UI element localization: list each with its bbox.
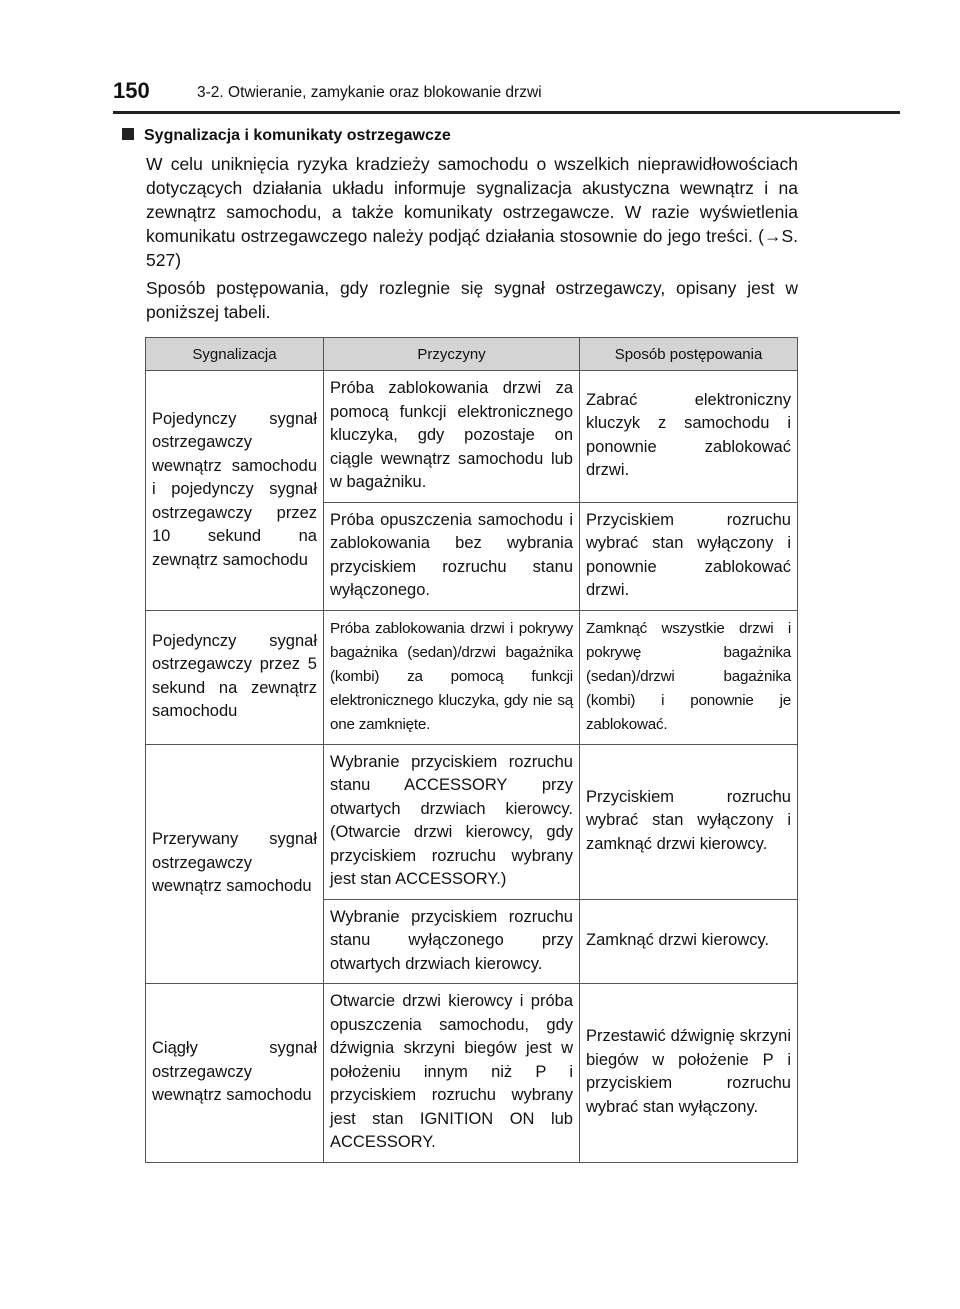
action-cell: Zabrać elektroniczny kluczyk z samochodu i ponownie zablokować drzwi. <box>580 371 798 503</box>
intro-paragraph: W celu uniknięcia ryzyka kradzieży samochodu o wszelkich nieprawidłowościach dotyczących działania układu informuje sygnalizacja akustyczna wewnątrz i na zewnątrz samochodu, a także komunikaty ostrzegawcze. W razie wyświetlenia komunikatu ostrzegawczego należy podjąć działania stosownie do jego treści. (→S. 527) <box>146 154 798 270</box>
action-cell: Zamknąć drzwi kierowcy. <box>580 899 798 984</box>
cause-cell: Otwarcie drzwi kierowcy i próba opuszczenia samochodu, gdy dźwignia skrzyni biegów jest w położeniu innym niż P i przyciskiem rozruchu wybrany jest stan IGNITION ON lub ACCESSORY. <box>324 984 580 1163</box>
cause-cell: Wybranie przyciskiem rozruchu stanu wyłączonego przy otwartych drzwiach kierowcy. <box>324 899 580 984</box>
action-cell: Przestawić dźwignię skrzyni biegów w położenie P i przyciskiem rozruchu wybrać stan wyłączony. <box>580 984 798 1163</box>
section-title: Sygnalizacja i komunikaty ostrzegawcze <box>144 127 451 144</box>
table-row <box>146 744 798 899</box>
signal-cell: Ciągły sygnał ostrzegawczy wewnątrz samochodu <box>146 984 324 1163</box>
section-heading <box>122 126 451 146</box>
signal-cell: Pojedynczy sygnał ostrzegawczy przez 5 sekund na zewnątrz samochodu <box>146 610 324 744</box>
warning-table <box>145 337 798 1163</box>
signal-cell: Pojedynczy sygnał ostrzegawczy wewnątrz samochodu i pojedynczy sygnał ostrzegawczy przez 10 sekund na zewnątrz samochodu <box>146 371 324 611</box>
page-number: 150 <box>113 78 150 103</box>
chapter-title: 3-2. Otwieranie, zamykanie oraz blokowanie drzwi <box>197 84 542 101</box>
action-cell: Zamknąć wszystkie drzwi i pokrywę bagażnika (sedan)/drzwi bagażnika (kombi) i ponownie je zablokować. <box>580 610 798 744</box>
table-row <box>146 371 798 503</box>
page-header <box>113 78 900 114</box>
column-header-action: Sposób postępowania <box>580 338 798 371</box>
action-cell: Przyciskiem rozruchu wybrać stan wyłączony i ponownie zablokować drzwi. <box>580 502 798 610</box>
header-divider <box>113 111 900 114</box>
table-header-row <box>146 338 798 371</box>
cause-cell: Wybranie przyciskiem rozruchu stanu ACCESSORY przy otwartych drzwiach kierowcy. (Otwarcie drzwi kierowcy, gdy przyciskiem rozruchu wybrany jest stan ACCESSORY.) <box>324 744 580 899</box>
table-intro-paragraph: Sposób postępowania, gdy rozlegnie się sygnał ostrzegawczy, opisany jest w poniższej tabeli. <box>146 278 798 322</box>
action-cell: Przyciskiem rozruchu wybrać stan wyłączony i zamknąć drzwi kierowcy. <box>580 744 798 899</box>
cause-cell: Próba zablokowania drzwi za pomocą funkcji elektronicznego kluczyka, gdy pozostaje on ciągle wewnątrz samochodu lub w bagażniku. <box>324 371 580 503</box>
column-header-causes: Przyczyny <box>324 338 580 371</box>
column-header-signal: Sygnalizacja <box>146 338 324 371</box>
cause-cell: Próba zablokowania drzwi i pokrywy bagażnika (sedan)/drzwi bagażnika (kombi) za pomocą funkcji elektronicznego kluczyka, gdy nie są one zamknięte. <box>324 610 580 744</box>
table-row <box>146 610 798 744</box>
cause-cell: Próba opuszczenia samochodu i zablokowania bez wybrania przyciskiem rozruchu stanu wyłączonego. <box>324 502 580 610</box>
bullet-square-icon <box>122 128 134 140</box>
signal-cell: Przerywany sygnał ostrzegawczy wewnątrz samochodu <box>146 744 324 984</box>
table-row <box>146 984 798 1163</box>
